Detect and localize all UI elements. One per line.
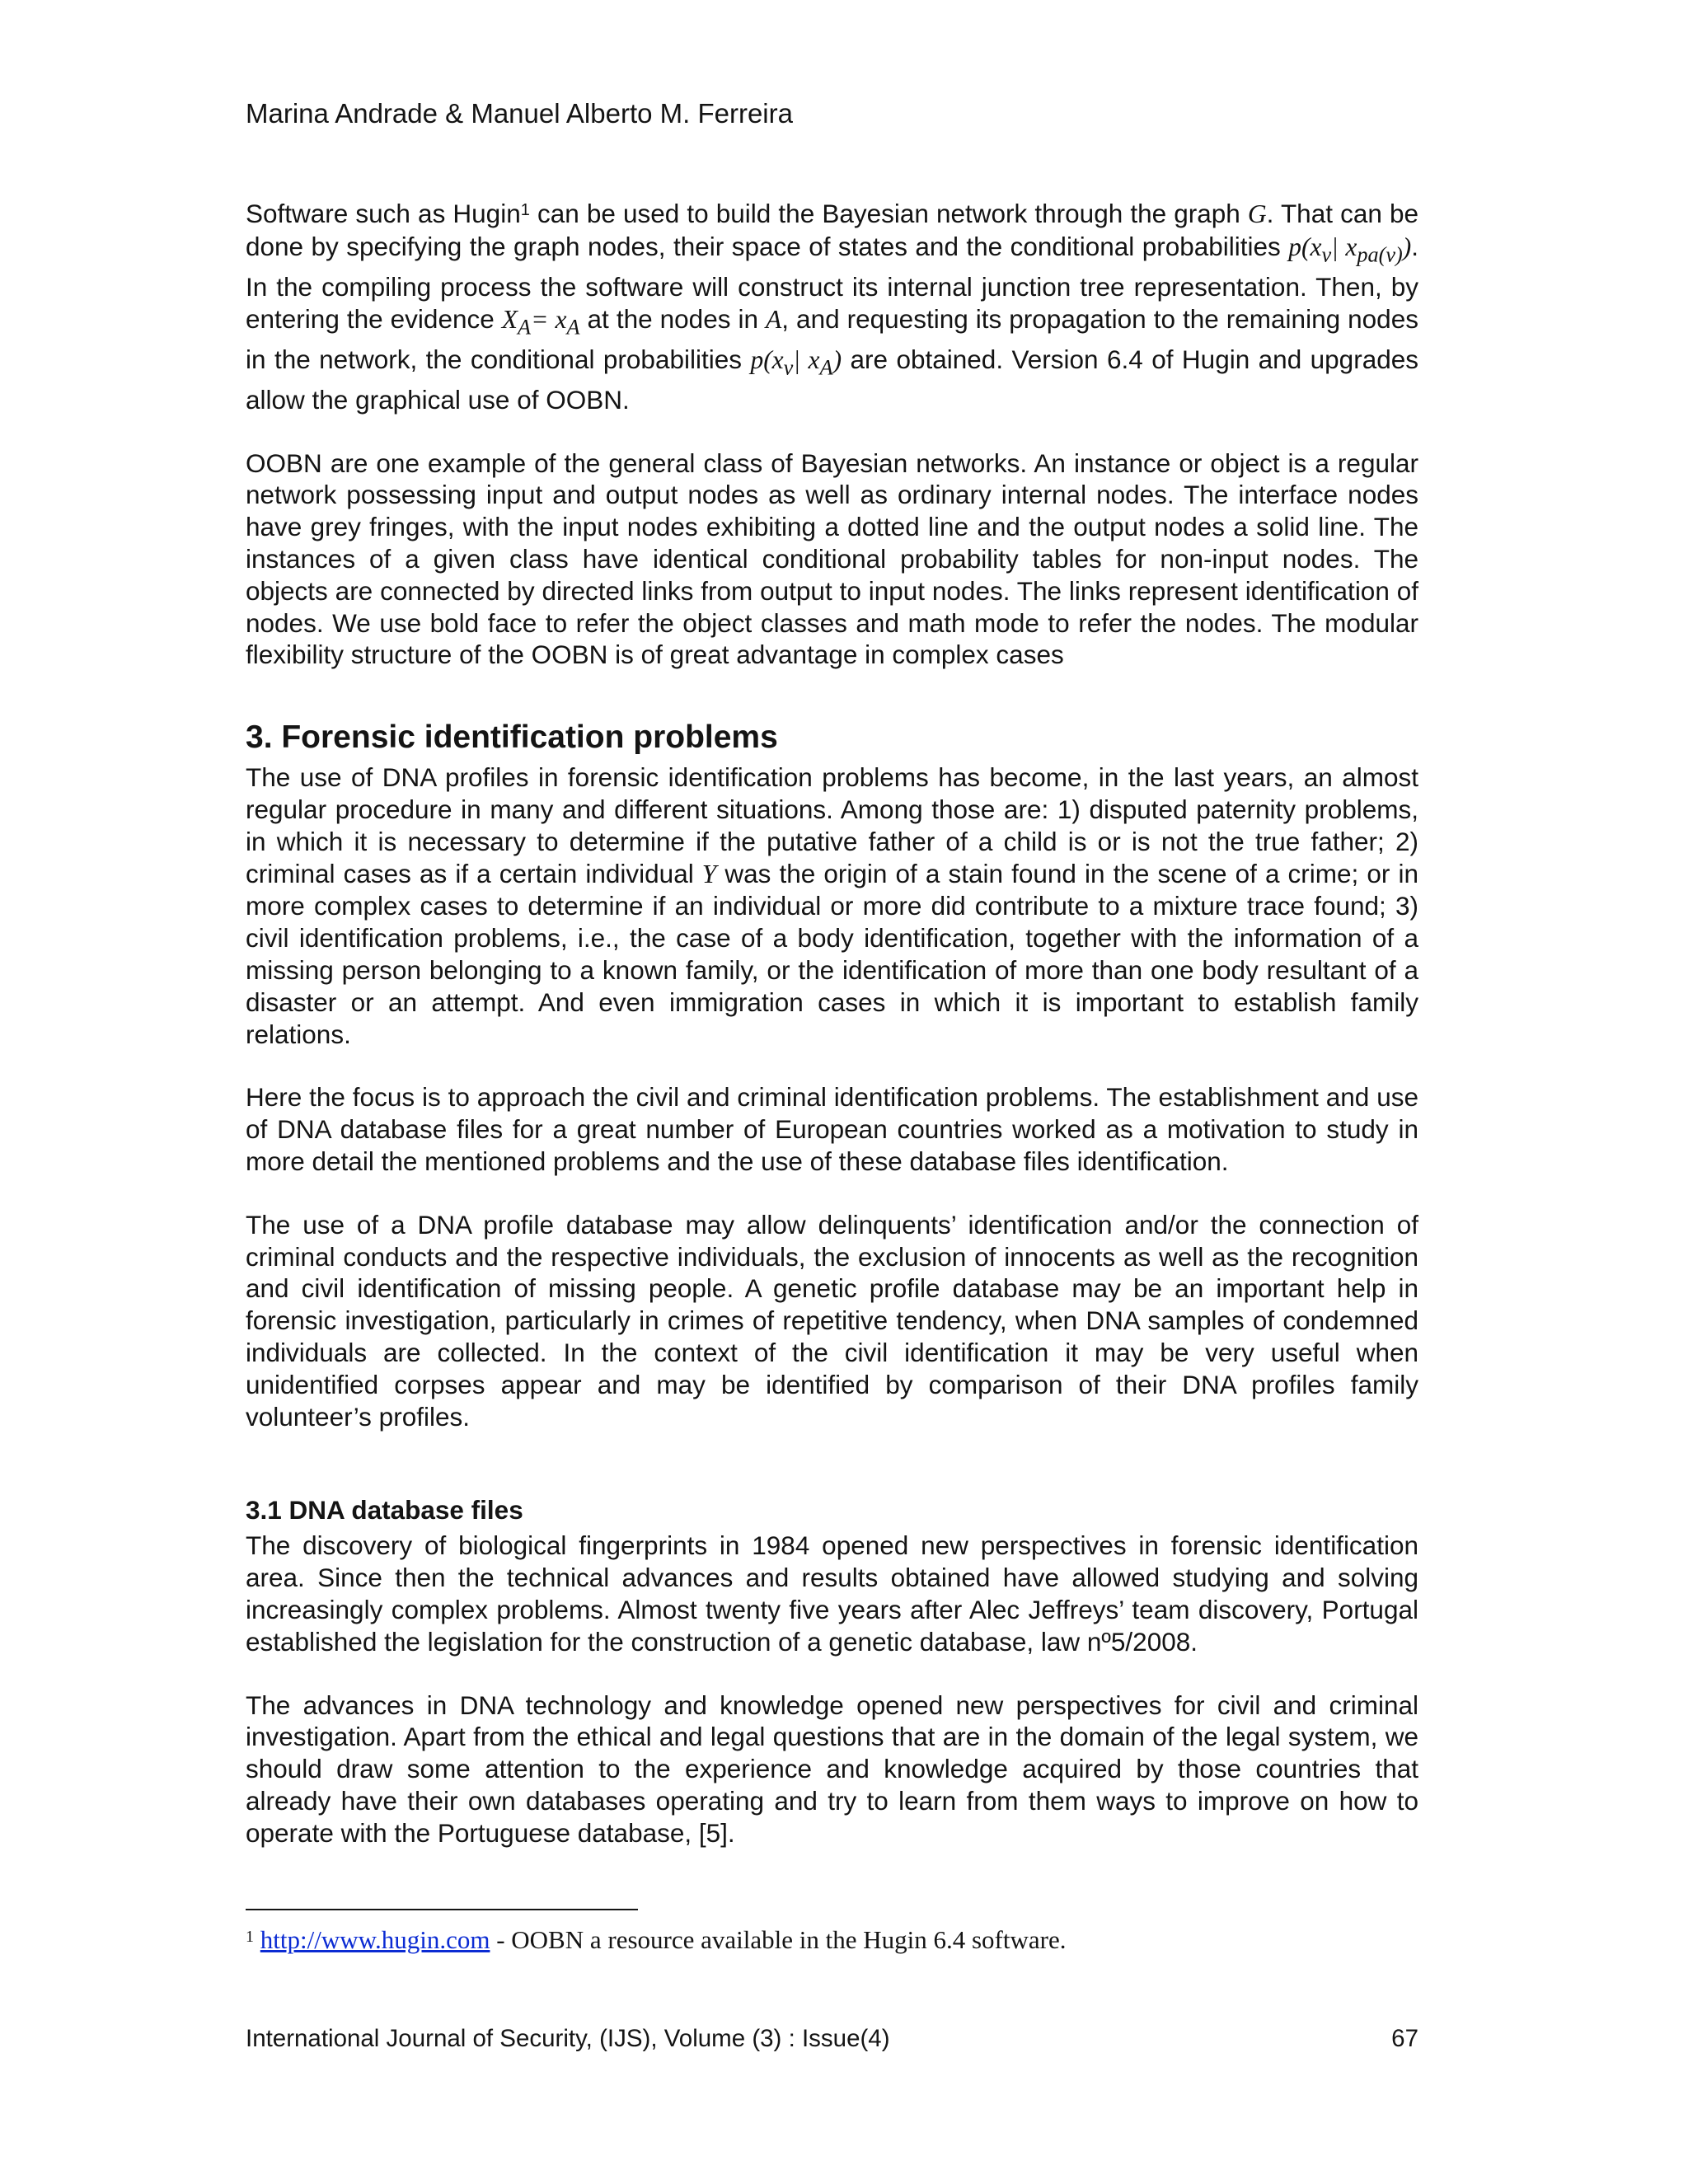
text-run: . In the compiling process the software will construct its internal junction tree representation. Then, by entering the evidence <box>246 231 1419 334</box>
footnote-number: 1 <box>246 1928 254 1946</box>
paragraph-dna-technology: The advances in DNA technology and knowledge opened new perspectives for civil and criminal investigation. Apart from the ethical and legal questions that are in the domain of the legal system, we should draw some attention to the experience and knowledge acquired by those countries that already have their own databases operating and try to learn from them ways to improve on how to operate with the Portuguese database, [5]. <box>246 1690 1418 1848</box>
math-sub: v <box>783 355 794 380</box>
math-part: p(x <box>750 344 784 374</box>
paragraph-biological-fingerprints: The discovery of biological fingerprints in 1984 opened new perspectives in forensic identification area. Since then the technical advances and results obtained have allowed studying and solving increasingly complex problems. Almost twenty five years after Alec Jeffreys’ team discovery, Portugal established the legislation for the construction of a genetic database, law nº5/2008. <box>246 1530 1418 1657</box>
text-run: are obtained. Version 6.4 of Hugin and upgrades allow the graphical use of OOBN. <box>246 344 1418 415</box>
footnote-ref[interactable]: 1 <box>520 201 530 219</box>
math-individual-y: Y <box>701 859 717 888</box>
math-posterior-prob <box>750 344 842 380</box>
math-sub: A <box>819 355 833 380</box>
footnote-rule <box>246 1909 638 1910</box>
math-sub: A <box>518 314 532 339</box>
math-part: | x <box>793 344 820 374</box>
math-part: ) <box>1402 232 1412 261</box>
footnote-link[interactable]: http://www.hugin.com <box>260 1925 490 1954</box>
text-run: . That can be done by specifying the graph nodes, their space of states and the conditional probabilities <box>246 199 1418 261</box>
text-run: was the origin of a stain found in the scene of a crime; or in more complex cases to determine if an individual or more did contribute to a mixture trace found; 3) civil identification problems, i.e., the case of a body identification, together with the information of a missing person belonging to a known family, or the identification of more than one body resultant of a disaster or an attempt. And even immigration cases in which it is important to establish family relations. <box>246 858 1418 1049</box>
paragraph-oobn: OOBN are one example of the general class of Bayesian networks. An instance or object is a regular network possessing input and output nodes as well as ordinary internal nodes. The interface nodes have grey fringes, with the input nodes exhibiting a dotted line and the output nodes a solid line. The instances of a given class have identical conditional probability tables for non-input nodes. The objects are connected by directed links from output to input nodes. The links represent identification of nodes. We use bold face to refer the object classes and math mode to refer the nodes. The modular flexibility structure of the OOBN is of great advantage in complex cases <box>246 448 1418 670</box>
subsection-heading-dna-database-files: 3.1 DNA database files <box>246 1495 523 1526</box>
body-text <box>246 198 1418 1849</box>
paragraph-focus: Here the focus is to approach the civil and criminal identification problems. The establishment and use of DNA database files for a great number of European countries worked as a motivation to study in more detail the mentioned problems and the use of these database files identification. <box>246 1082 1418 1177</box>
paragraph-gap <box>246 1178 1418 1209</box>
text-run: The use of DNA profiles in forensic identification problems has become, in the last years, an almost regular procedure in many and different situations. Among those are: 1) disputed paternity problems, in which it is necessary to determine if the putative father of a child is or is not the true father; 2) criminal cases as if a certain individual <box>246 762 1418 888</box>
journal-citation: International Journal of Security, (IJS), Volume (3) : Issue(4) <box>246 2025 890 2052</box>
math-sub: pa(v) <box>1357 242 1403 267</box>
page-number: 67 <box>1391 2025 1418 2052</box>
paragraph-gap <box>246 1658 1418 1690</box>
paragraph-dna-database-use: The use of a DNA profile database may allow delinquents’ identification and/or the connection of criminal conducts and the respective individuals, the exclusion of innocents as well as the recognition and civil identification of missing people. A genetic profile database may be an important help in forensic investigation, particularly in crimes of repetitive tendency, when DNA samples of condemned individuals are collected. In the context of the civil identification it may be very useful when unidentified corpses appear and may be identified by comparison of their DNA profiles family volunteer’s profiles. <box>246 1209 1418 1432</box>
running-header: Marina Andrade & Manuel Alberto M. Ferreira <box>246 98 793 129</box>
paragraph-gap <box>246 1050 1418 1081</box>
paragraph-gap <box>246 416 1418 448</box>
text-run: Software such as Hugin <box>246 199 521 228</box>
math-graph-g: G <box>1247 199 1267 228</box>
text-run: can be used to build the Bayesian network through the graph <box>529 199 1248 228</box>
math-part: = x <box>531 304 567 334</box>
footnote-text: - OOBN a resource available in the Hugin 6.4 software. <box>490 1925 1067 1954</box>
math-part: p(x <box>1288 232 1322 261</box>
math-part: X <box>501 304 518 334</box>
paragraph-dna-profiles <box>246 762 1418 1050</box>
math-conditional-prob <box>1288 232 1412 267</box>
text-run: , and requesting its propagation to the remaining nodes in the network, the conditional probabilities <box>246 303 1418 374</box>
section-heading-forensic: 3. Forensic identification problems <box>246 719 778 756</box>
footnote <box>246 1924 1066 1957</box>
math-node-set-a: A <box>766 304 782 334</box>
math-part: ) <box>832 344 842 374</box>
text-run: at the nodes in <box>579 303 767 334</box>
math-sub: v <box>1321 242 1332 267</box>
page-footer <box>246 2024 1418 2054</box>
paragraph-software-hugin <box>246 198 1418 416</box>
math-sub: A <box>566 314 580 339</box>
math-evidence <box>501 304 580 339</box>
math-part: | x <box>1331 232 1357 261</box>
